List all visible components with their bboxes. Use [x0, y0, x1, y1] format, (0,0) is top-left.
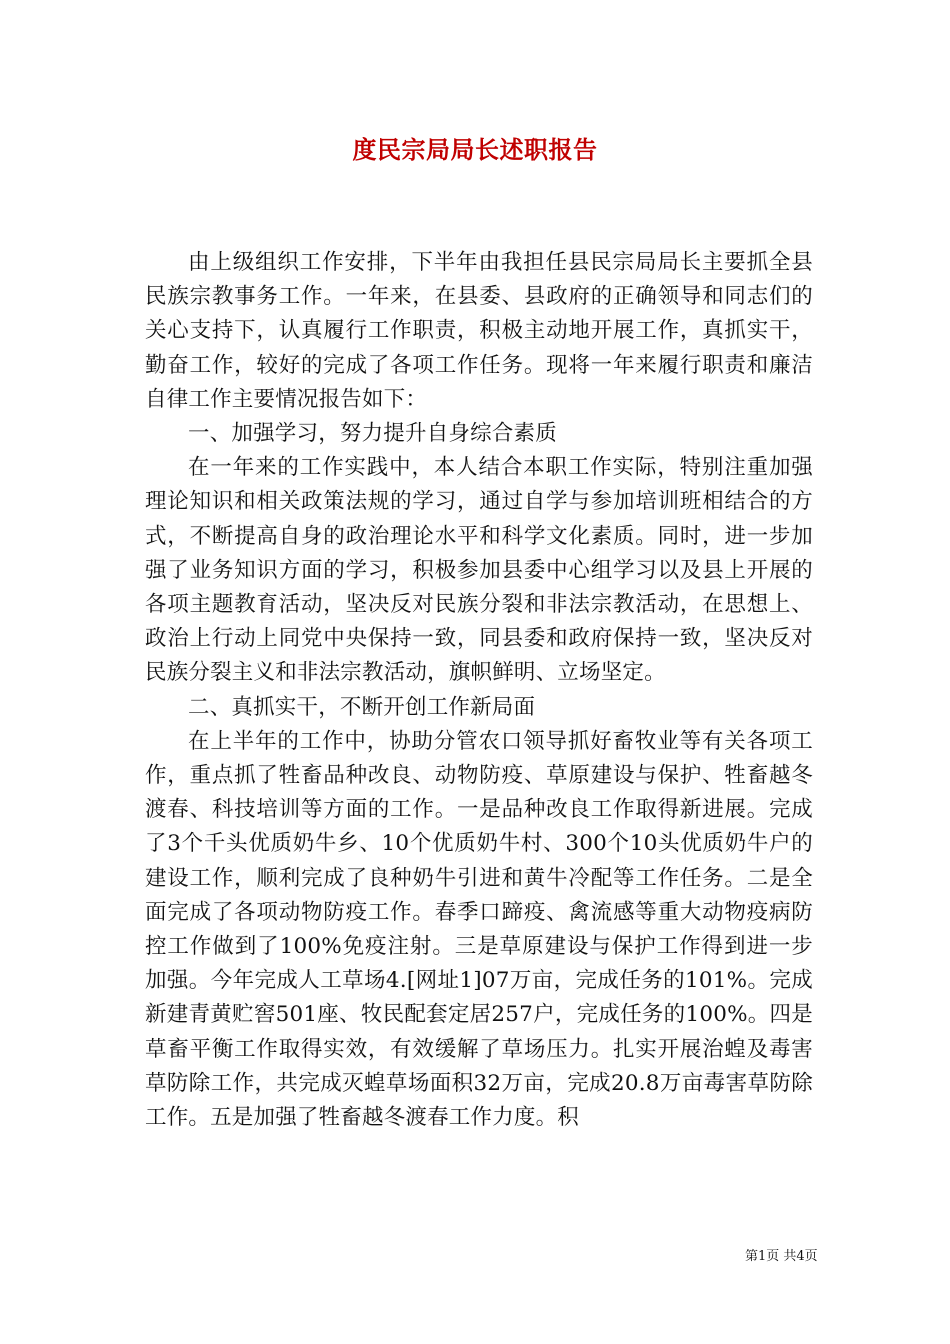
intro-paragraph: 由上级组织工作安排，下半年由我担任县民宗局局长主要抓全县民族宗教事务工作。一年来，在县委、县政府的正确领导和同志们的关心支持下，认真履行工作职责，积极主动地开展工作，真抓实干，勤奋工作，较好的完成了各项工作任务。现将一年来履行职责和廉洁自律工作主要情况报告如下：	[145, 250, 813, 412]
page-number-footer: 第1页 共4页	[745, 1249, 818, 1264]
document-body	[145, 246, 813, 1135]
section-heading-2: 二、真抓实干，不断开创工作新局面	[188, 694, 536, 720]
document-title: 度民宗局局长述职报告	[352, 135, 598, 164]
section-2-paragraph: 在上半年的工作中，协助分管农口领导抓好畜牧业等有关各项工作，重点抓了牲畜品种改良、动物防疫、草原建设与保护、牲畜越冬渡春、科技培训等方面的工作。一是品种改良工作取得新进展。完成了3个千头优质奶牛乡、10个优质奶牛村、300个10头优质奶牛户的建设工作，顺利完成了良种奶牛引进和黄牛冷配等工作任务。二是全面完成了各项动物防疫工作。春季口蹄疫、禽流感等重大动物疫病防控工作做到了100%免疫注射。三是草原建设与保护工作得到进一步加强。今年完成人工草场4.[网址1]07万亩，完成任务的101%。完成新建青黄贮窖501座、牧民配套定居257户，完成任务的100%。四是草畜平衡工作取得实效，有效缓解了草场压力。扎实开展治蝗及毒害草防除工作，共完成灭蝗草场面积32万亩，完成20.8万亩毒害草防除工作。五是加强了牲畜越冬渡春工作力度。积	[145, 728, 813, 1131]
section-heading-1: 一、加强学习，努力提升自身综合素质	[188, 421, 557, 447]
section-1-paragraph: 在一年来的工作实践中，本人结合本职工作实际，特别注重加强理论知识和相关政策法规的学习，通过自学与参加培训班相结合的方式，不断提高自身的政治理论水平和科学文化素质。同时，进一步加强了业务知识方面的学习，积极参加县委中心组学习以及县上开展的各项主题教育活动，坚决反对民族分裂和非法宗教活动，在思想上、政治上行动上同党中央保持一致，同县委和政府保持一致，坚决反对民族分裂主义和非法宗教活动，旗帜鲜明、立场坚定。	[145, 455, 813, 686]
